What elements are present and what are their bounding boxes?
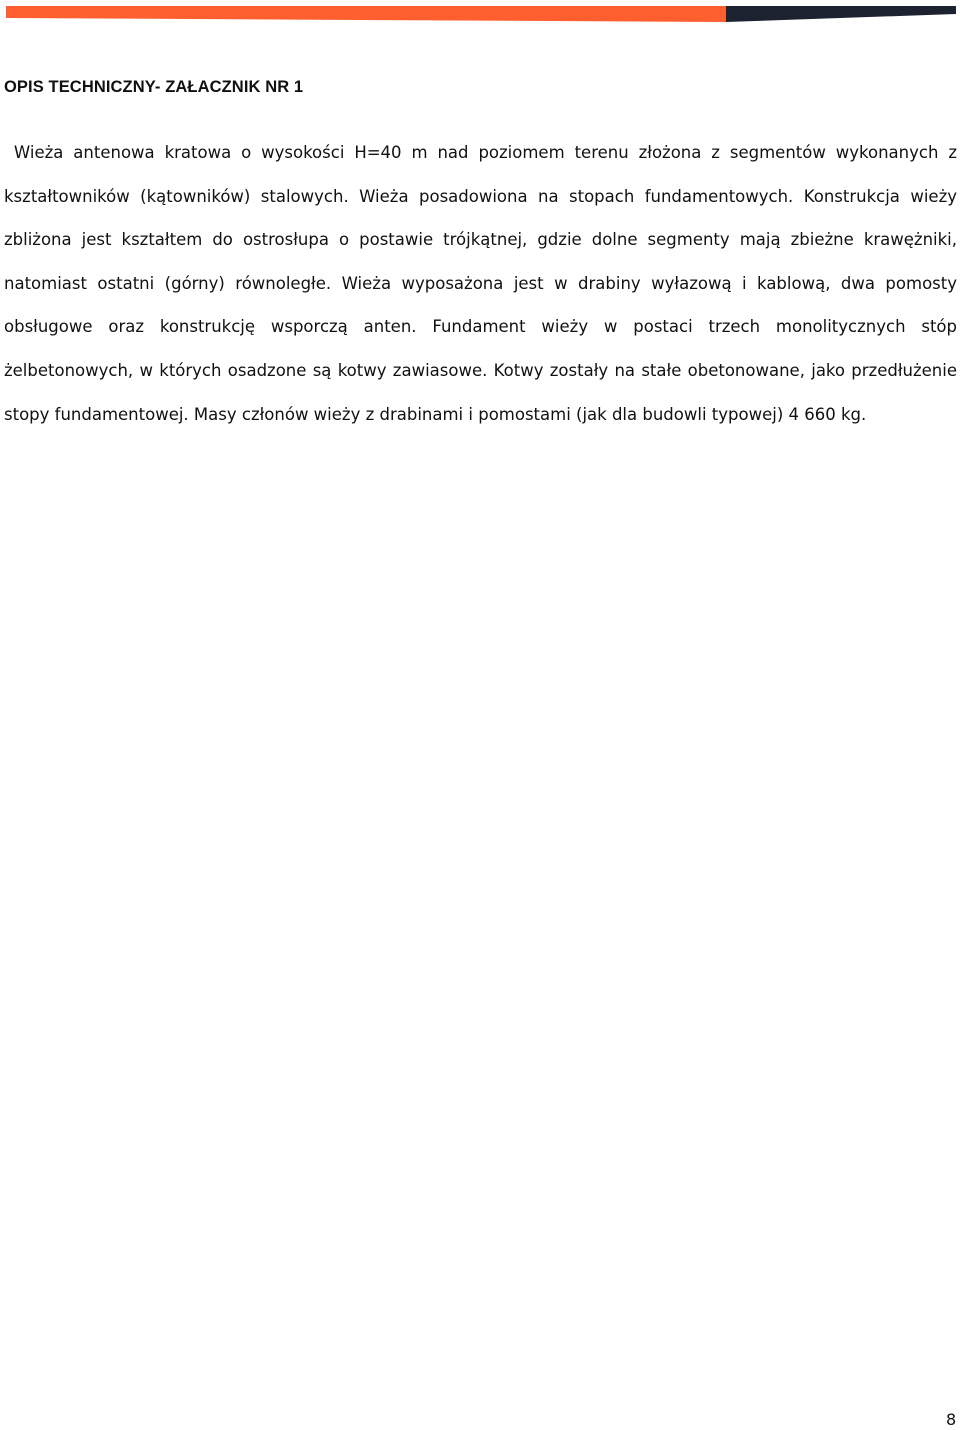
header-bar-orange (6, 6, 726, 22)
body-paragraph: Wieża antenowa kratowa o wysokości H=40 m nad poziomem terenu złożona z segmentów wykonanych z kształtowników (kątowników) stalowych. Wieża posadowiona na stopach fundamentowych. Konstrukcja wieży zbliżona jest kształtem do ostrosłupa o postawie trójkątnej, gdzie dolne segmenty mają zbieżne krawężniki, natomiast ostatni (górny) równoległe. Wieża wyposażona jest w drabiny wyłazową i kablową, dwa pomosty obsługowe oraz konstrukcję wsporczą anten. Fundament wieży w postaci trzech monolitycznych stóp żelbetonowych, w których osadzone są kotwy zawiasowe. Kotwy zostały na stałe obetonowane, jako przedłużenie stopy fundamentowej. Masy członów wieży z drabinami i pomostami (jak dla budowli typowej) 4 660 kg. (4, 143, 957, 424)
document-title: OPIS TECHNICZNY- ZAŁACZNIK NR 1 (4, 78, 304, 96)
header-bar-dark (726, 6, 956, 22)
header-bar-graphic (6, 6, 956, 22)
header-accent-bar (6, 6, 956, 22)
page-number: 8 (946, 1410, 957, 1429)
